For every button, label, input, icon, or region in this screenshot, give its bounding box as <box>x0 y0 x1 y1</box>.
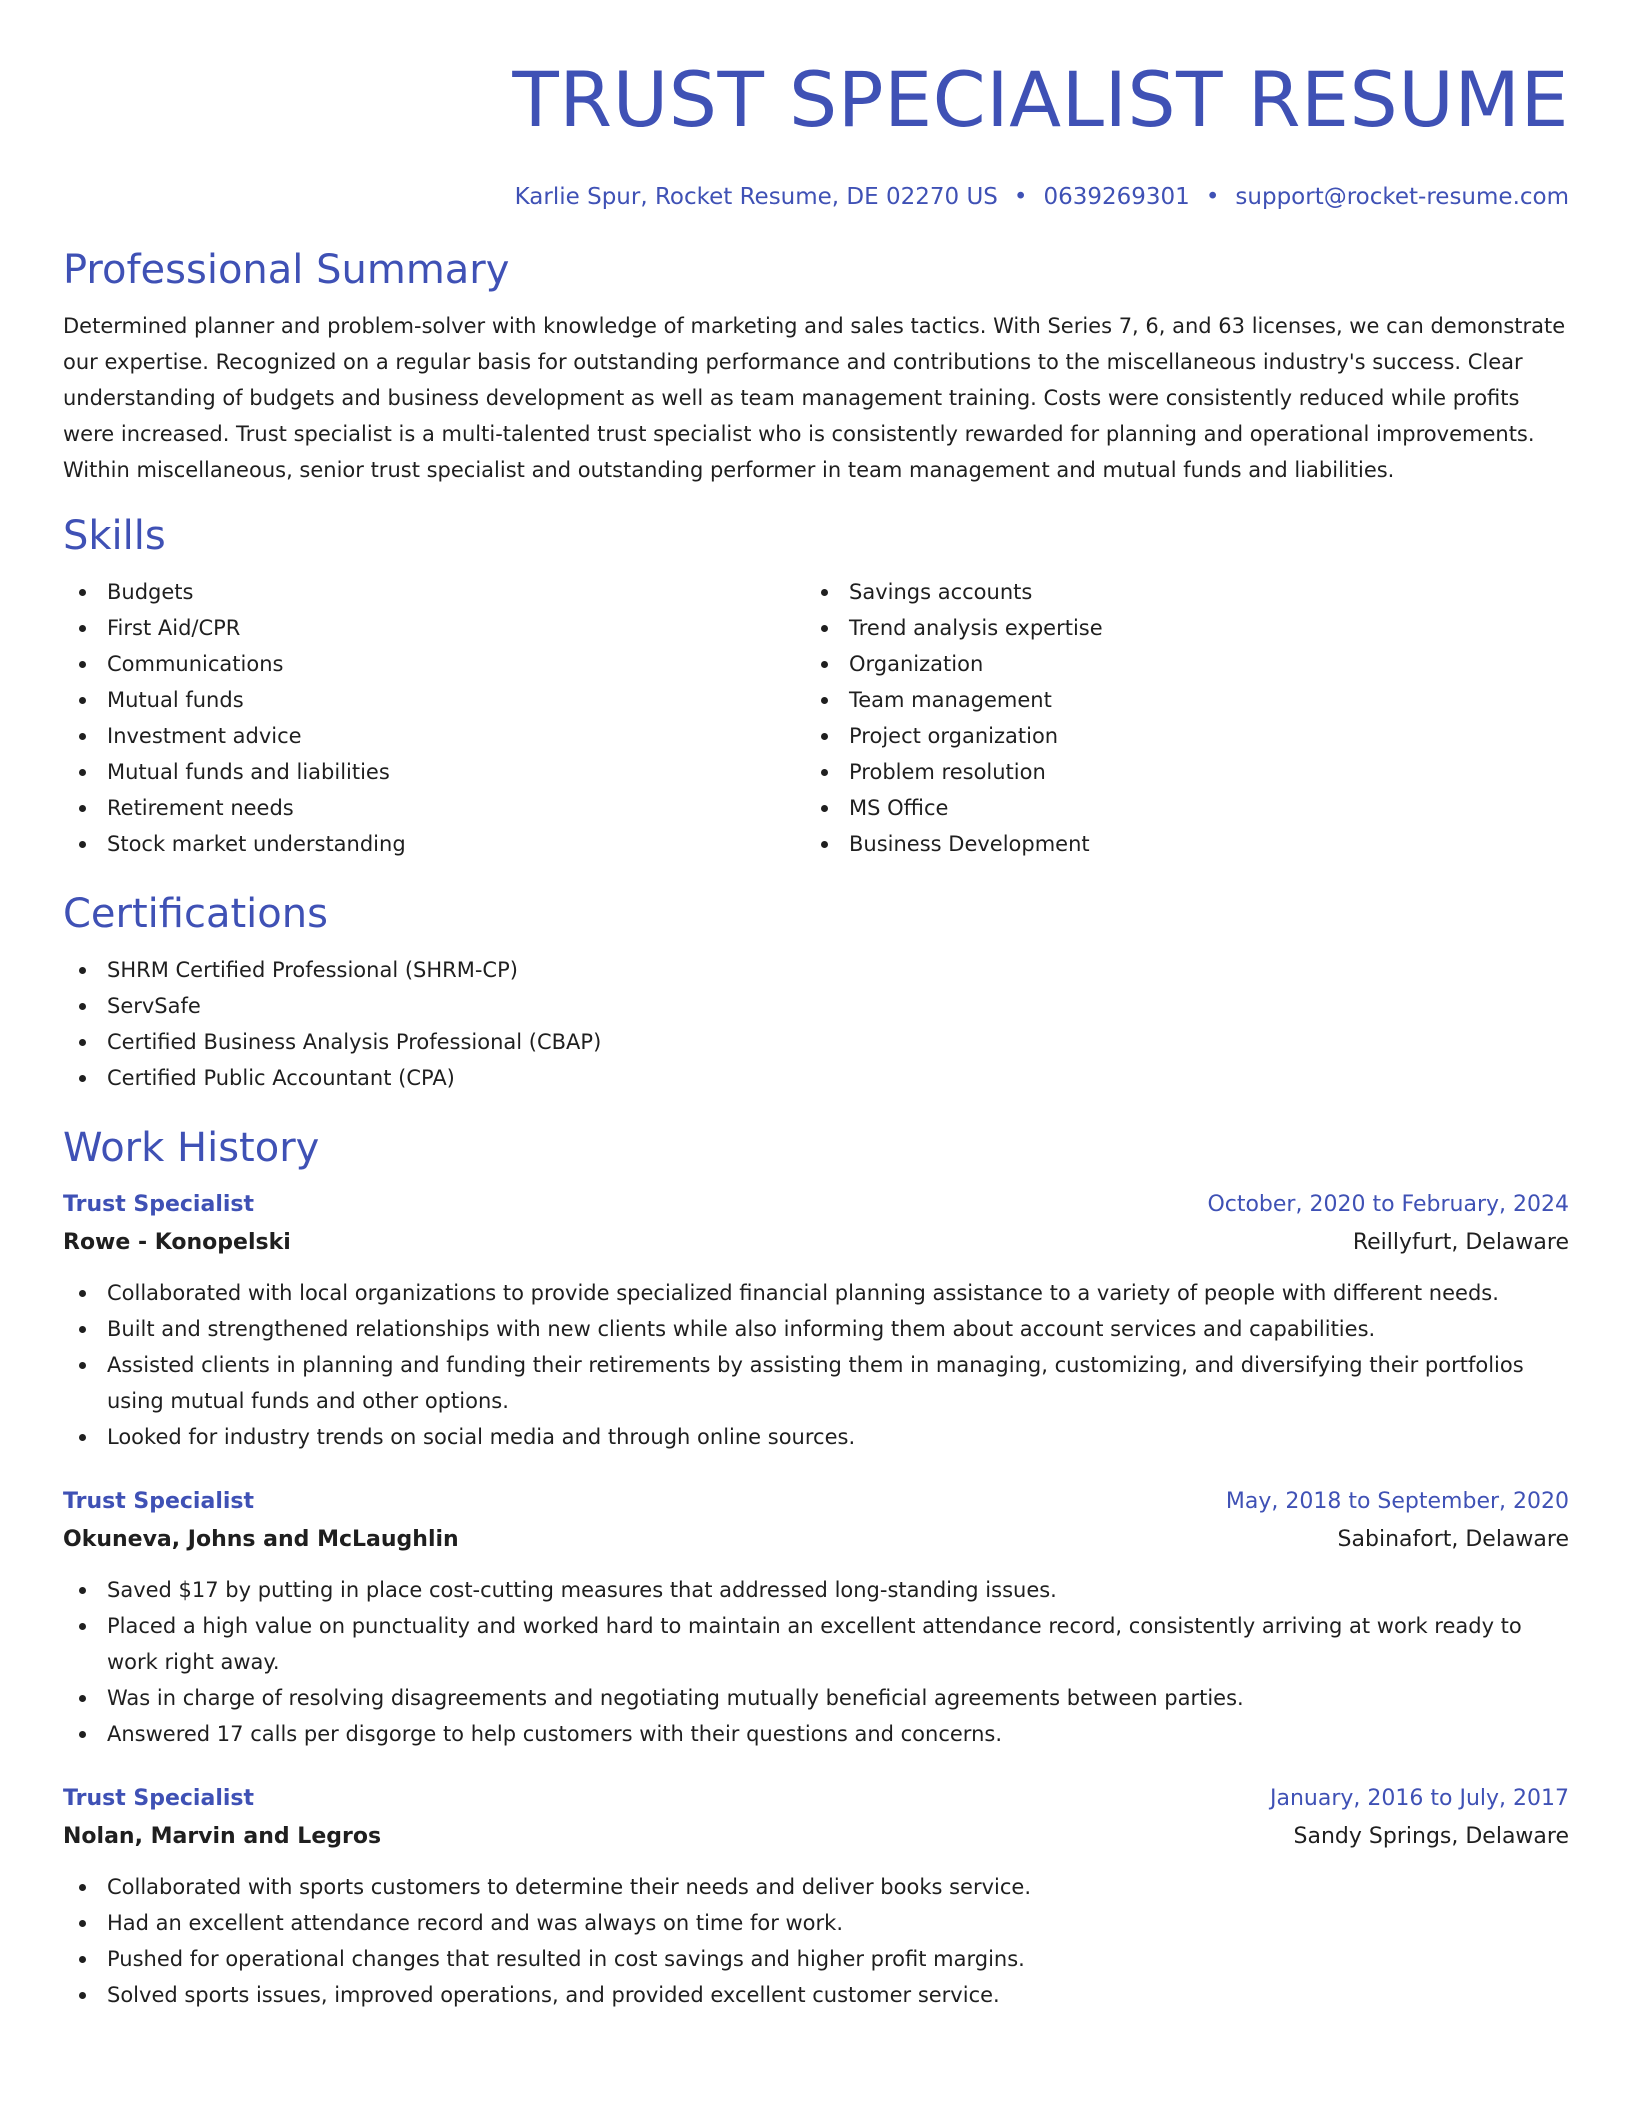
job-bullet: Built and strengthened relationships with new clients while also informing them about account services and capabilities. <box>63 1311 1569 1347</box>
skills-right-list <box>805 574 1547 862</box>
skill-item: Retirement needs <box>63 790 805 826</box>
skill-item: Investment advice <box>63 718 805 754</box>
skills-left-list <box>63 574 805 862</box>
job-bullets <box>63 1869 1569 2013</box>
job-location: Sandy Springs, Delaware <box>1293 1824 1569 1849</box>
contact-address: Karlie Spur, Rocket Resume, DE 02270 US <box>514 184 998 210</box>
skill-item: Savings accounts <box>805 574 1547 610</box>
job-location: Sabinafort, Delaware <box>1337 1527 1569 1552</box>
job-bullet: Collaborated with sports customers to determine their needs and deliver books service. <box>63 1869 1569 1905</box>
contact-phone: 0639269301 <box>1043 184 1190 210</box>
skill-item: Team management <box>805 682 1547 718</box>
separator-dot: • <box>1013 184 1028 210</box>
job-bullet: Collaborated with local organizations to provide specialized financial planning assistance to a variety of people with different needs. <box>63 1275 1569 1311</box>
job-bullets <box>63 1572 1569 1752</box>
job-subheader <box>63 1819 1569 1855</box>
resume-title: TRUST SPECIALIST RESUME <box>512 55 1569 144</box>
skill-item: Mutual funds and liabilities <box>63 754 805 790</box>
work-history-heading: Work History <box>63 1125 320 1171</box>
job-bullets <box>63 1275 1569 1455</box>
job-header <box>63 1188 1569 1222</box>
job-dates: January, 2016 to July, 2017 <box>1270 1786 1569 1811</box>
job-bullet: Answered 17 calls per disgorge to help customers with their questions and concerns. <box>63 1716 1569 1752</box>
job-role: Trust Specialist <box>63 1786 255 1811</box>
job-subheader <box>63 1522 1569 1558</box>
skill-item: Problem resolution <box>805 754 1547 790</box>
skill-item: Communications <box>63 646 805 682</box>
skills-columns <box>63 574 1569 862</box>
job-header <box>63 1485 1569 1519</box>
job-header <box>63 1782 1569 1816</box>
certification-item: Certified Public Accountant (CPA) <box>63 1060 1569 1096</box>
job-company: Okuneva, Johns and McLaughlin <box>63 1527 459 1552</box>
skill-item: Budgets <box>63 574 805 610</box>
skill-item: Mutual funds <box>63 682 805 718</box>
job-bullet: Was in charge of resolving disagreements and negotiating mutually beneficial agreements between parties. <box>63 1680 1569 1716</box>
skill-item: Business Development <box>805 826 1547 862</box>
job-entry <box>63 1782 1569 2013</box>
job-company: Nolan, Marvin and Legros <box>63 1824 382 1849</box>
job-entry <box>63 1485 1569 1752</box>
summary-heading: Professional Summary <box>63 247 510 293</box>
separator-dot: • <box>1205 184 1220 210</box>
certification-item: SHRM Certified Professional (SHRM-CP) <box>63 952 1569 988</box>
job-dates: October, 2020 to February, 2024 <box>1207 1192 1569 1217</box>
skill-item: Project organization <box>805 718 1547 754</box>
job-entry <box>63 1188 1569 1455</box>
job-bullet: Looked for industry trends on social media and through online sources. <box>63 1419 1569 1455</box>
job-bullet: Saved $17 by putting in place cost-cutting measures that addressed long-standing issues. <box>63 1572 1569 1608</box>
skill-item: Organization <box>805 646 1547 682</box>
job-bullet: Placed a high value on punctuality and worked hard to maintain an excellent attendance record, consistently arriving at work ready to work right away. <box>63 1608 1569 1680</box>
skill-item: Trend analysis expertise <box>805 610 1547 646</box>
contact-line <box>63 182 1569 212</box>
certifications-heading: Certifications <box>63 891 328 937</box>
job-bullet: Had an excellent attendance record and was always on time for work. <box>63 1905 1569 1941</box>
skill-item: Stock market understanding <box>63 826 805 862</box>
skill-item: First Aid/CPR <box>63 610 805 646</box>
certifications-list <box>63 952 1569 1096</box>
job-bullet: Pushed for operational changes that resulted in cost savings and higher profit margins. <box>63 1941 1569 1977</box>
skill-item: MS Office <box>805 790 1547 826</box>
certification-item: Certified Business Analysis Professional (CBAP) <box>63 1024 1569 1060</box>
job-dates: May, 2018 to September, 2020 <box>1225 1489 1569 1514</box>
certification-item: ServSafe <box>63 988 1569 1024</box>
job-company: Rowe - Konopelski <box>63 1230 291 1255</box>
job-bullet: Assisted clients in planning and funding their retirements by assisting them in managing, customizing, and diversifying their portfolios using mutual funds and other options. <box>63 1347 1569 1419</box>
job-role: Trust Specialist <box>63 1489 255 1514</box>
job-bullet: Solved sports issues, improved operations, and provided excellent customer service. <box>63 1977 1569 2013</box>
job-location: Reillyfurt, Delaware <box>1352 1230 1569 1255</box>
skills-heading: Skills <box>63 513 166 559</box>
job-role: Trust Specialist <box>63 1192 255 1217</box>
summary-text: Determined planner and problem-solver with knowledge of marketing and sales tactics. With Series 7, 6, and 63 licenses, we can demonstrate our expertise. Recognized on a regular basis for outstanding performance and contributions to the miscellaneous industry's success. Clear understanding of budgets and business development as well as team management training. Costs were consistently reduced while profits were increased. Trust specialist is a multi-talented trust specialist who is consistently rewarded for planning and operational improvements. Within miscellaneous, senior trust specialist and outstanding performer in team management and mutual funds and liabilities. <box>63 314 1566 482</box>
contact-email: support@rocket-resume.com <box>1235 184 1569 210</box>
job-subheader <box>63 1225 1569 1261</box>
